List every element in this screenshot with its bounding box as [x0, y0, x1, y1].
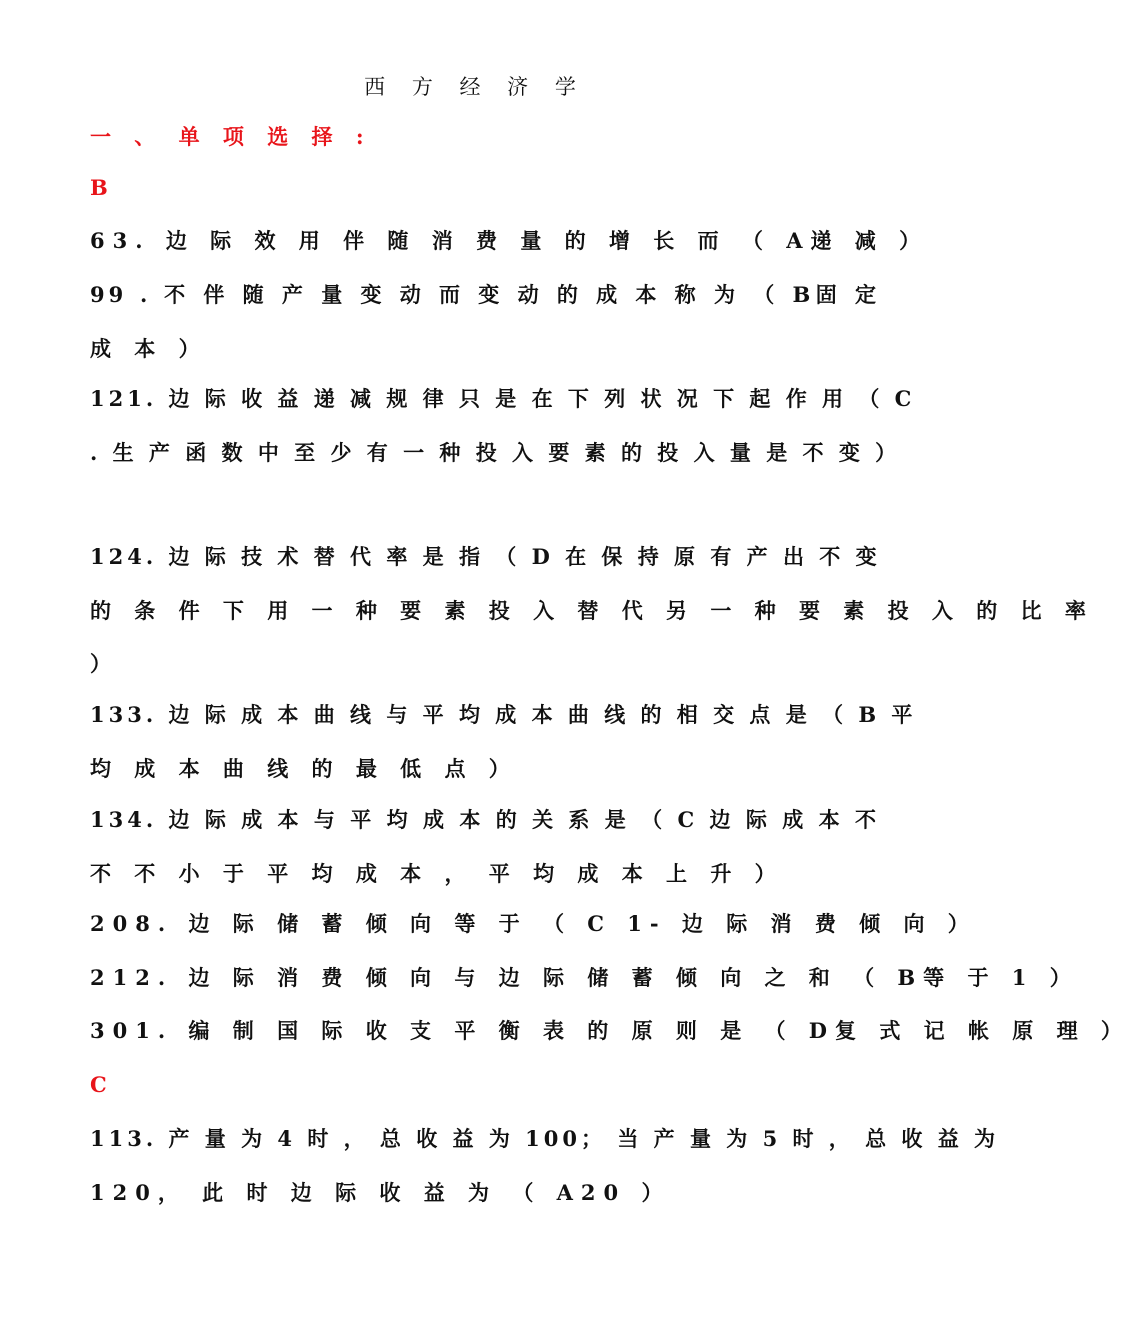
question-134: 134. 边 际 成 本 与 平 均 成 本 的 关 系 是 （ C 边 际 成 本 不	[90, 807, 880, 832]
question-113-cont: 120， 此 时 边 际 收 益 为 （ A20 ）	[90, 1180, 671, 1205]
question-124-cont: 的 条 件 下 用 一 种 要 素 投 入 替 代 另 一 种 要 素 投 入 的 比 率	[90, 598, 1094, 623]
question-134-cont: 不 不 小 于 平 均 成 本 ， 平 均 成 本 上 升 ）	[90, 861, 784, 886]
section-heading: 一 、 单 项 选 择 :	[90, 124, 372, 149]
question-124-close: ）	[90, 651, 119, 676]
question-212: 212. 边 际 消 费 倾 向 与 边 际 储 蓄 倾 向 之 和 （ B等 于 1 ）	[90, 965, 1079, 990]
document-title: 西 方 经 济 学	[364, 75, 586, 99]
question-121-cont: . 生 产 函 数 中 至 少 有 一 种 投 入 要 素 的 投 入 量 是 不 变 ）	[90, 440, 901, 465]
question-113: 113. 产 量 为 4 时 ， 总 收 益 为 100； 当 产 量 为 5 时 ， 总 收 益 为	[90, 1126, 1000, 1151]
group-letter-c: C	[90, 1072, 115, 1097]
question-208: 208. 边 际 储 蓄 倾 向 等 于 （ C 1- 边 际 消 费 倾 向 ）	[90, 911, 977, 936]
question-133: 133. 边 际 成 本 曲 线 与 平 均 成 本 曲 线 的 相 交 点 是 （ B 平	[90, 702, 917, 727]
group-letter-b: B	[90, 175, 116, 200]
question-133-cont: 均 成 本 曲 线 的 最 低 点 ）	[90, 756, 518, 781]
question-124: 124. 边 际 技 术 替 代 率 是 指 （ D 在 保 持 原 有 产 出 不 变	[90, 544, 881, 569]
question-63: 63. 边 际 效 用 伴 随 消 费 量 的 增 长 而 （ A递 减 ）	[90, 228, 929, 253]
question-301: 301. 编 制 国 际 收 支 平 衡 表 的 原 则 是 （ D复 式 记 帐 原 理 ）	[90, 1018, 1130, 1043]
question-99-cont: 成 本 ）	[90, 336, 208, 361]
question-121: 121. 边 际 收 益 递 减 规 律 只 是 在 下 列 状 况 下 起 作 用 （ C	[90, 386, 916, 411]
question-99: 99 . 不 伴 随 产 量 变 动 而 变 动 的 成 本 称 为 （ B固 定	[90, 282, 880, 307]
